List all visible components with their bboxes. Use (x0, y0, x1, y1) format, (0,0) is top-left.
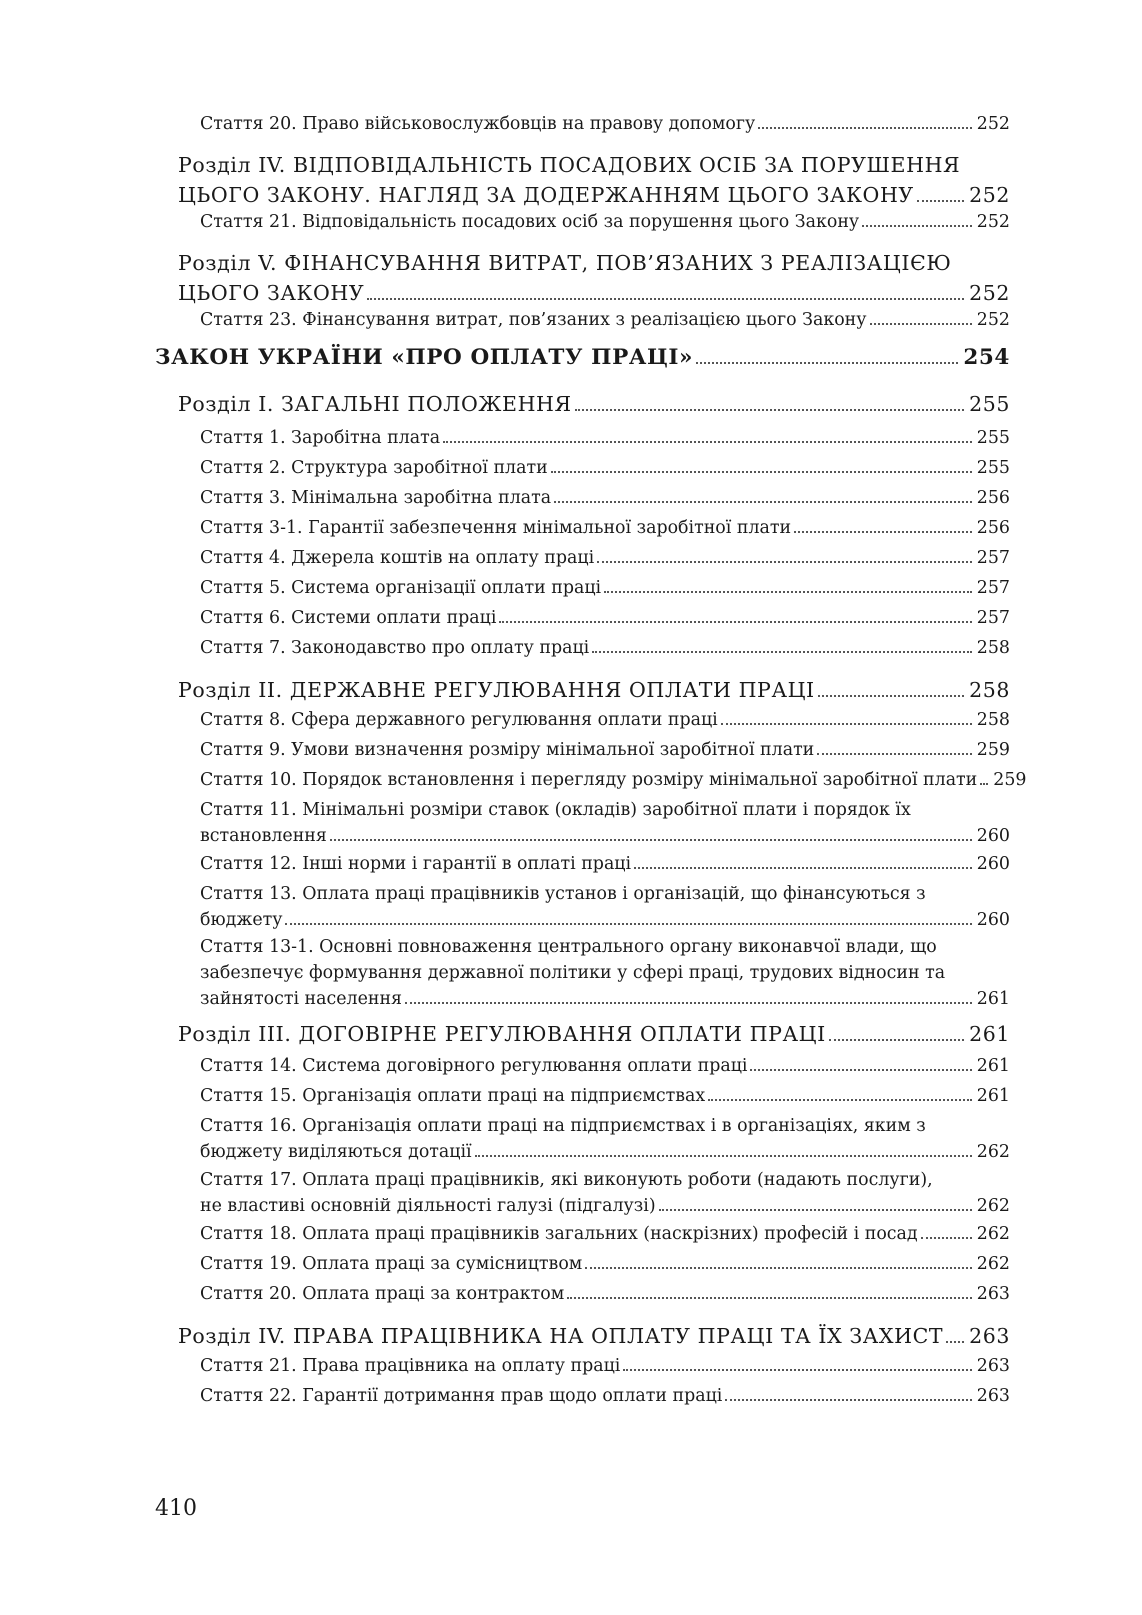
toc-entry-stattia (200, 545, 1010, 571)
toc-entry-stattia (200, 425, 1010, 451)
toc-entry-page: 259 (976, 740, 1010, 760)
toc-entry-title (200, 307, 1010, 333)
dot-leader (330, 839, 972, 841)
toc-entry-page: 260 (976, 854, 1010, 874)
dot-leader (921, 1237, 972, 1239)
toc-entry-page: 260 (976, 826, 1010, 846)
toc-entry-page: 255 (976, 428, 1010, 448)
toc-entry-title (200, 797, 1010, 849)
toc-entry-line: Розділ IV. ВІДПОВІДАЛЬНІСТЬ ПОСАДОВИХ ОСІБ ЗА ПОРУШЕННЯ (178, 153, 961, 177)
toc-entry-page: 262 (976, 1196, 1010, 1216)
dot-leader (721, 723, 972, 725)
toc-entry-line: встановлення (200, 826, 327, 846)
toc-entry-stattia (200, 767, 1027, 793)
dot-leader (551, 471, 972, 473)
toc-entry-stattia (200, 1083, 1010, 1109)
toc-entry-stattia (200, 737, 1010, 763)
toc-entry-page: 255 (969, 392, 1010, 416)
toc-entry-title (200, 1251, 1010, 1277)
toc-entry-title (200, 1083, 1010, 1109)
dot-leader (475, 1155, 972, 1157)
toc-entry-line: Стаття 21. Відповідальність посадових осіб за порушення цього Закону (200, 212, 860, 232)
toc-entry-title (178, 675, 1010, 705)
toc-entry-page: 254 (963, 345, 1010, 370)
toc-entry-line: Стаття 17. Оплата праці працівників, які виконують роботи (надають послуги), (200, 1170, 933, 1190)
toc-entry-rozdil (178, 150, 1010, 210)
toc-entry-line: Розділ IV. ПРАВА ПРАЦІВНИКА НА ОПЛАТУ ПРАЦІ ТА ЇХ ЗАХИСТ (178, 1324, 944, 1348)
toc-entry-line: зайнятості населення (200, 989, 403, 1009)
dot-leader (597, 561, 972, 563)
toc-entry-page: 252 (976, 310, 1010, 330)
dot-leader (567, 1297, 972, 1299)
toc-entry-title (200, 635, 1010, 661)
toc-entry-title (200, 934, 1010, 1012)
toc-entry-title (200, 707, 1010, 733)
toc-entry-title (178, 1321, 1010, 1351)
toc-entry-stattia (200, 797, 1010, 849)
toc-entry-zakon (155, 343, 1010, 373)
toc-entry-line: Розділ III. ДОГОВІРНЕ РЕГУЛЮВАННЯ ОПЛАТИ ПРАЦІ (178, 1022, 826, 1046)
toc-entry-page: 252 (969, 281, 1010, 305)
dot-leader (817, 753, 972, 755)
toc-entry-stattia (200, 1113, 1010, 1165)
toc-entry-stattia (200, 1353, 1010, 1379)
toc-entry-title (200, 485, 1010, 511)
dot-leader (758, 127, 972, 129)
toc-entry-title (155, 343, 1010, 373)
toc-entry-page: 261 (976, 1086, 1010, 1106)
dot-leader (818, 695, 964, 697)
toc-entry-page: 257 (976, 548, 1010, 568)
toc-entry-line: Стаття 8. Сфера державного регулювання оплати праці (200, 710, 718, 730)
toc-entry-page: 262 (976, 1142, 1010, 1162)
toc-entry-page: 258 (976, 710, 1010, 730)
toc-entry-line: Стаття 13-1. Основні повноваження центрального органу виконавчої влади, що (200, 937, 937, 957)
toc-entry-stattia (200, 307, 1010, 333)
toc-entry-rozdil (178, 389, 1010, 419)
toc-entry-page: 252 (976, 114, 1010, 134)
toc-entry-stattia (200, 881, 1010, 933)
toc-entry-page: 256 (976, 488, 1010, 508)
toc-entry-stattia (200, 455, 1010, 481)
toc-entry-stattia (200, 635, 1010, 661)
toc-entry-line: Стаття 12. Інші норми і гарантії в оплаті праці (200, 854, 632, 874)
toc-entry-page: 261 (976, 1056, 1010, 1076)
dot-leader (585, 1267, 971, 1269)
toc-entry-title (200, 1113, 1010, 1165)
dot-leader (634, 867, 972, 869)
toc-entry-line: Стаття 19. Оплата праці за сумісництвом (200, 1254, 583, 1274)
toc-entry-line: Розділ V. ФІНАНСУВАННЯ ВИТРАТ, ПОВ’ЯЗАНИХ З РЕАЛІЗАЦІЄЮ (178, 251, 952, 275)
toc-entry-stattia (200, 111, 1010, 137)
toc-entry-page: 252 (976, 212, 1010, 232)
toc-entry-line: Розділ II. ДЕРЖАВНЕ РЕГУЛЮВАННЯ ОПЛАТИ ПРАЦІ (178, 678, 815, 702)
toc-entry-stattia (200, 1383, 1010, 1409)
toc-entry-line: Стаття 16. Організація оплати праці на підприємствах і в організаціях, яким з (200, 1116, 926, 1136)
toc-entry-page: 258 (969, 678, 1010, 702)
toc-entry-line: Стаття 9. Умови визначення розміру мінімальної заробітної плати (200, 740, 815, 760)
dot-leader (592, 651, 972, 653)
dot-leader (870, 323, 972, 325)
toc-entry-line: ЦЬОГО ЗАКОНУ. НАГЛЯД ЗА ДОДЕРЖАННЯМ ЦЬОГО ЗАКОНУ (178, 183, 914, 207)
toc-entry-rozdil (178, 675, 1010, 705)
dot-leader (725, 1399, 971, 1401)
toc-entry-title (200, 851, 1010, 877)
toc-entry-page: 262 (976, 1224, 1010, 1244)
dot-leader (917, 200, 964, 202)
toc-entry-page: 259 (993, 770, 1027, 790)
toc-entry-title (200, 1221, 1010, 1247)
toc-entry-page: 261 (969, 1022, 1010, 1046)
toc-entry-stattia (200, 851, 1010, 877)
dot-leader (696, 362, 958, 364)
toc-entry-line: Стаття 3. Мінімальна заробітна плата (200, 488, 552, 508)
toc-entry-title (178, 1019, 1010, 1049)
toc-entry-line: Стаття 6. Системи оплати праці (200, 608, 497, 628)
toc-entry-line: Стаття 23. Фінансування витрат, пов’язаних з реалізацією цього Закону (200, 310, 867, 330)
toc-entry-stattia (200, 1251, 1010, 1277)
dot-leader (554, 501, 972, 503)
toc-entry-stattia (200, 605, 1010, 631)
dot-leader (708, 1099, 972, 1101)
toc-entry-page: 257 (976, 608, 1010, 628)
toc-entry-title (178, 248, 1010, 308)
dot-leader (623, 1369, 971, 1371)
dot-leader (443, 441, 972, 443)
toc-entry-page: 263 (976, 1284, 1010, 1304)
toc-entry-line: Стаття 13. Оплата праці працівників установ і організацій, що фінансуються з (200, 884, 926, 904)
page-number: 410 (155, 1496, 197, 1521)
toc-entry-line: Стаття 5. Система організації оплати праці (200, 578, 602, 598)
dot-leader (980, 783, 988, 785)
toc-entry-line: Стаття 2. Структура заробітної плати (200, 458, 548, 478)
toc-entry-page: 262 (976, 1254, 1010, 1274)
dot-leader (862, 225, 972, 227)
toc-entry-line: Стаття 21. Права працівника на оплату праці (200, 1356, 621, 1376)
toc-entry-title (200, 209, 1010, 235)
toc-entry-rozdil (178, 248, 1010, 308)
dot-leader (829, 1039, 964, 1041)
toc-entry-rozdil (178, 1321, 1010, 1351)
toc-entry-stattia (200, 575, 1010, 601)
dot-leader (794, 531, 972, 533)
toc-entry-page: 263 (969, 1324, 1010, 1348)
toc-entry-page: 256 (976, 518, 1010, 538)
dot-leader (499, 621, 971, 623)
toc-entry-line: Стаття 3-1. Гарантії забезпечення мінімальної заробітної плати (200, 518, 792, 538)
dot-leader (946, 1341, 964, 1343)
dot-leader (604, 591, 972, 593)
dot-leader (405, 1002, 972, 1004)
toc-entry-title (200, 1353, 1010, 1379)
toc-entry-title (200, 111, 1010, 137)
toc-entry-line: Стаття 14. Система договірного регулювання оплати праці (200, 1056, 748, 1076)
toc-entry-title (200, 575, 1010, 601)
toc-entry-stattia (200, 1167, 1010, 1219)
toc-entry-line: Стаття 10. Порядок встановлення і перегляду розміру мінімальної заробітної плати (200, 770, 978, 790)
dot-leader (367, 298, 964, 300)
toc-entry-title (178, 150, 1010, 210)
dot-leader (575, 409, 964, 411)
toc-entry-title (200, 425, 1010, 451)
dot-leader (659, 1209, 972, 1211)
toc-entry-line: забезпечує формування державної політики у сфері праці, трудових відносин та (200, 963, 946, 983)
toc-entry-title (200, 881, 1010, 933)
toc-entry-line: Стаття 1. Заробітна плата (200, 428, 441, 448)
toc-entry-title (200, 515, 1010, 541)
toc-entry-line: Стаття 22. Гарантії дотримання прав щодо оплати праці (200, 1386, 723, 1406)
toc-entry-page: 258 (976, 638, 1010, 658)
toc-entry-stattia (200, 1221, 1010, 1247)
toc-entry-stattia (200, 1281, 1010, 1307)
toc-entry-title (200, 1383, 1010, 1409)
toc-entry-title (200, 1053, 1010, 1079)
toc-entry-page: 252 (969, 183, 1010, 207)
toc-entry-title (200, 737, 1010, 763)
toc-entry-title (200, 1281, 1010, 1307)
toc-entry-page: 263 (976, 1386, 1010, 1406)
toc-entry-line: Стаття 18. Оплата праці працівників загальних (наскрізних) професій і посад (200, 1224, 918, 1244)
toc-entry-title (200, 455, 1010, 481)
toc-entry-line: Стаття 4. Джерела коштів на оплату праці (200, 548, 595, 568)
toc-entry-title (200, 545, 1010, 571)
toc-entry-page: 257 (976, 578, 1010, 598)
toc-entry-title (200, 605, 1010, 631)
toc-entry-line: Розділ I. ЗАГАЛЬНІ ПОЛОЖЕННЯ (178, 392, 572, 416)
toc-entry-stattia (200, 209, 1010, 235)
toc-entry-title (200, 767, 1027, 793)
toc-entry-line: Стаття 20. Оплата праці за контрактом (200, 1284, 565, 1304)
toc-entry-stattia (200, 515, 1010, 541)
toc-entry-line: Стаття 11. Мінімальні розміри ставок (окладів) заробітної плати і порядок їх (200, 800, 911, 820)
toc-entry-stattia (200, 934, 1010, 1012)
dot-leader (750, 1069, 971, 1071)
toc-entry-stattia (200, 707, 1010, 733)
toc-entry-line: бюджету (200, 910, 283, 930)
toc-entry-stattia (200, 485, 1010, 511)
toc-entry-page: 263 (976, 1356, 1010, 1376)
toc-entry-line: ЦЬОГО ЗАКОНУ (178, 281, 365, 305)
dot-leader (285, 923, 971, 925)
toc-entry-page: 260 (976, 910, 1010, 930)
toc-entry-line: не властиві основній діяльності галузі (підгалузі) (200, 1196, 656, 1216)
toc-entry-line: ЗАКОН УКРАЇНИ «ПРО ОПЛАТУ ПРАЦІ» (155, 345, 694, 370)
toc-entry-rozdil (178, 1019, 1010, 1049)
toc-entry-page: 255 (976, 458, 1010, 478)
toc-entry-title (200, 1167, 1010, 1219)
toc-entry-line: бюджету виділяються дотації (200, 1142, 472, 1162)
toc-entry-page: 261 (976, 989, 1010, 1009)
toc-entry-line: Стаття 20. Право військовослужбовців на правову допомогу (200, 114, 756, 134)
toc-entry-line: Стаття 7. Законодавство про оплату праці (200, 638, 590, 658)
toc-entry-title (178, 389, 1010, 419)
toc-entry-stattia (200, 1053, 1010, 1079)
toc-entry-line: Стаття 15. Організація оплати праці на підприємствах (200, 1086, 706, 1106)
